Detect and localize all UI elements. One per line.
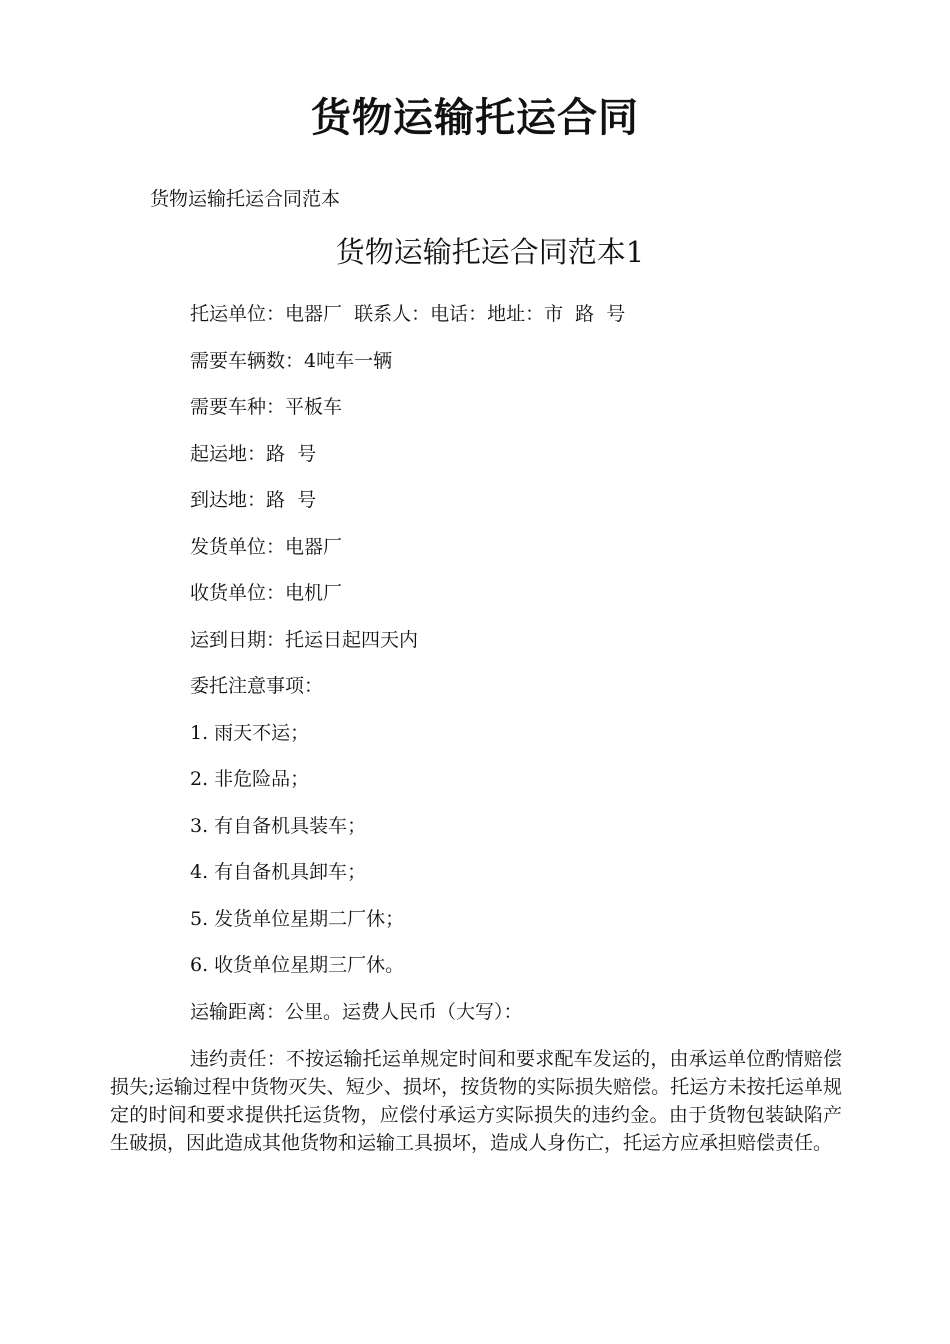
note-item: 6. 收货单位星期三厂休。 [190, 954, 405, 976]
contract-fields [190, 300, 625, 1044]
note-item: 1. 雨天不运； [190, 721, 310, 744]
document-title: 货物运输托运合同 [311, 94, 639, 141]
field-vehicle-type: 需要车种：平板车 [190, 396, 343, 418]
note-item: 4. 有自备机具卸车； [190, 861, 367, 883]
document-subtitle: 货物运输托运合同范本 [150, 188, 341, 210]
note-item: 2. 非危险品； [190, 768, 310, 790]
field-notes-heading: 委托注意事项： [190, 675, 324, 697]
penalty-paragraph: 违约责任：不按运输托运单规定时间和要求配车发运的，由承运单位酌情赔偿损失;运输过程中货物灭失、短少、损坏，按货物的实际损失赔偿。托运方未按托运单规定的时间和要求提供托运货物，应偿付承运方实际损失的违约金。由于货物包装缺陷产生破损，因此造成其他货物和运输工具损坏，造成人身伤亡，托运方应承担赔偿责任。 [110, 1048, 842, 1154]
field-shipper: 发货单位：电器厂 [190, 535, 343, 558]
field-consignor: 托运单位：电器厂 联系人：电话：地址：市 路 号 [190, 303, 626, 325]
field-receiver: 收货单位：电机厂 [190, 582, 343, 604]
field-vehicle-count: 需要车辆数：4吨车一辆 [190, 349, 393, 372]
field-origin: 起运地：路 号 [190, 442, 317, 465]
field-distance-fee: 运输距离：公里。运费人民币（大写）： [190, 1000, 523, 1023]
note-item: 3. 有自备机具装车； [190, 814, 367, 837]
field-arrival-date: 运到日期：托运日起四天内 [190, 628, 419, 651]
note-item: 5. 发货单位星期二厂休； [190, 907, 405, 930]
field-destination: 到达地：路 号 [190, 489, 317, 511]
section-title: 货物运输托运合同范本1 [335, 235, 645, 269]
